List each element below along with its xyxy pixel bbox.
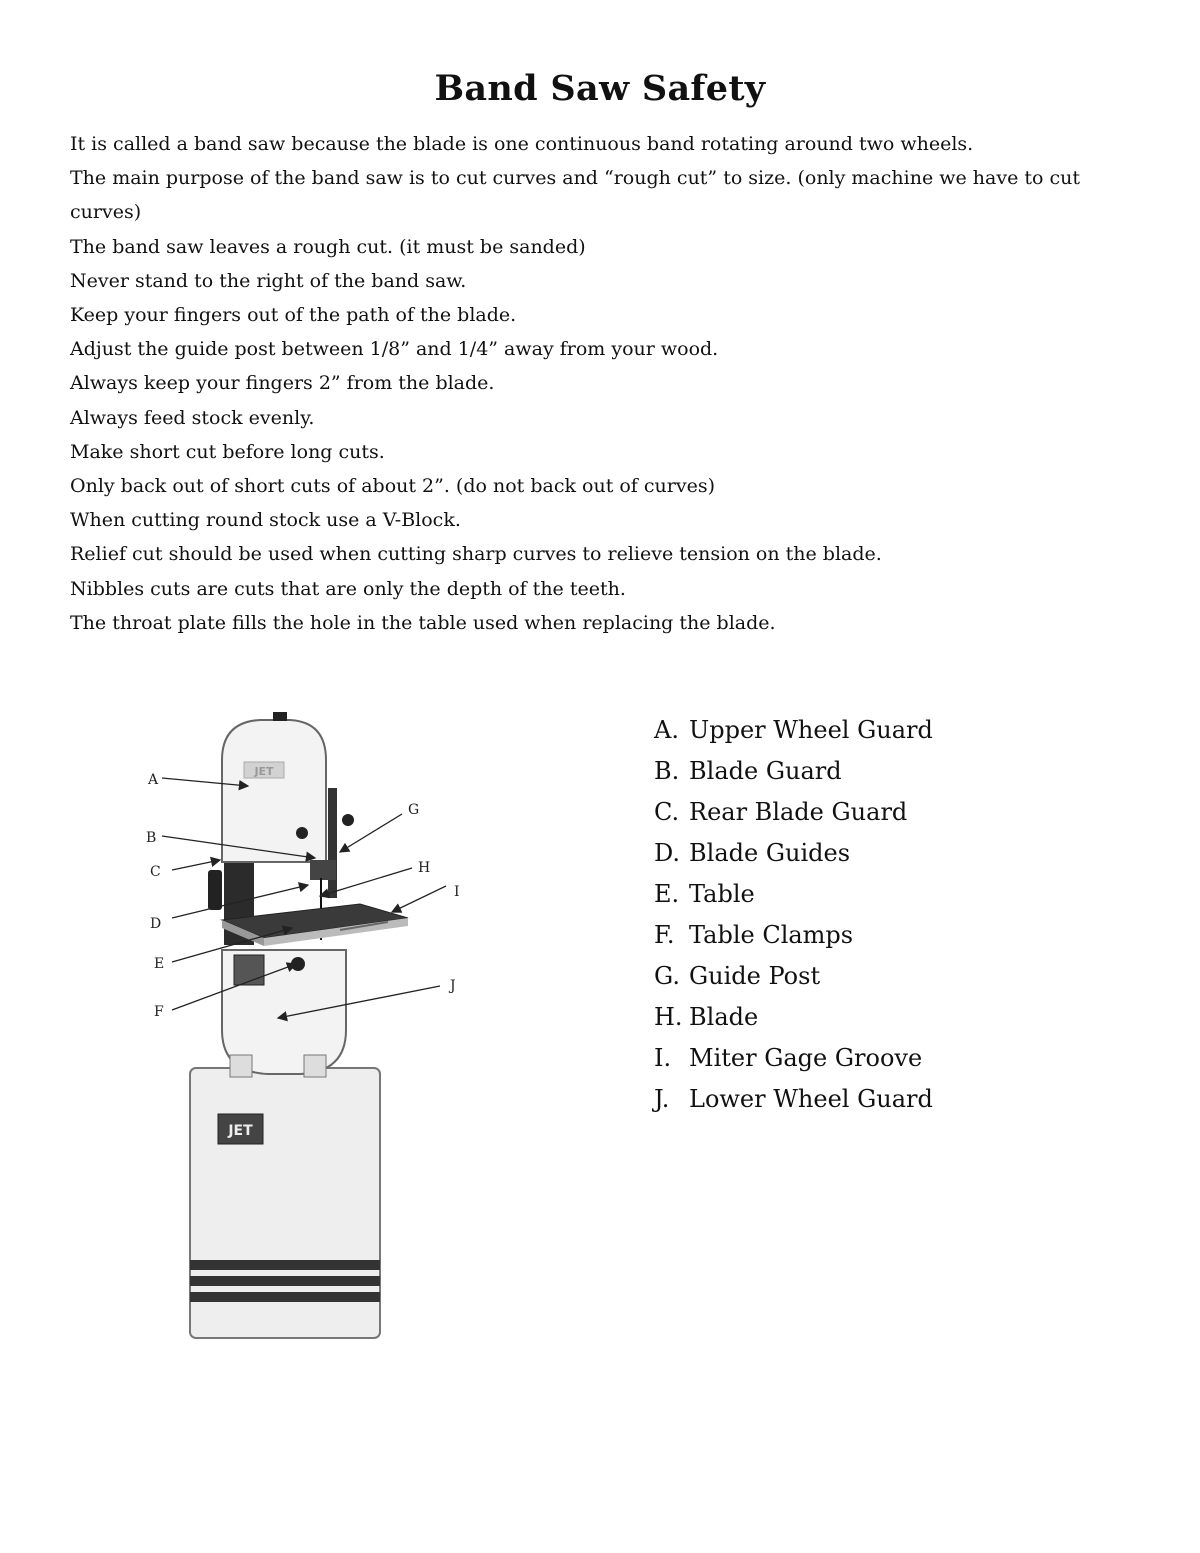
- part-letter: C.: [654, 798, 680, 826]
- list-item: [654, 710, 933, 751]
- list-item: [654, 915, 933, 956]
- list-item: [654, 833, 933, 874]
- callout-d: D: [150, 916, 162, 932]
- part-letter: H.: [654, 1003, 683, 1031]
- part-name: Table Clamps: [689, 921, 854, 949]
- part-name: Table: [689, 880, 755, 908]
- rule-line: The band saw leaves a rough cut. (it must be sanded): [70, 235, 586, 258]
- rule-line: The main purpose of the band saw is to cut curves and “rough cut” to size. (only machine we have to cut curves): [70, 167, 1080, 224]
- rule-line: Never stand to the right of the band saw.: [70, 269, 467, 292]
- jet-logo-upper: JET: [254, 765, 274, 778]
- cabinet-base: [190, 1068, 380, 1338]
- part-name: Rear Blade Guard: [689, 798, 908, 826]
- part-name: Lower Wheel Guard: [689, 1085, 933, 1113]
- rule-line: When cutting round stock use a V-Block.: [70, 509, 461, 532]
- part-name: Blade Guides: [689, 839, 851, 867]
- parts-list: [654, 710, 933, 1120]
- part-letter: E.: [654, 880, 680, 908]
- list-item: [654, 997, 933, 1038]
- part-name: Guide Post: [689, 962, 821, 990]
- rule-line: Relief cut should be used when cutting sharp curves to relieve tension on the blade.: [70, 543, 882, 566]
- callout-i: I: [454, 884, 460, 900]
- page-title: Band Saw Safety: [434, 68, 766, 109]
- upper-wheel-guard: [222, 712, 326, 862]
- callout-j: J: [450, 978, 456, 994]
- part-name: Blade: [689, 1003, 759, 1031]
- rule-line: Keep your fingers out of the path of the blade.: [70, 304, 517, 327]
- callout-b: B: [146, 830, 157, 846]
- callout-g: G: [408, 802, 420, 818]
- callout-f: F: [154, 1004, 164, 1020]
- callout-e: E: [154, 956, 165, 972]
- safety-rules: [70, 127, 1130, 640]
- band-saw-illustration: [140, 700, 490, 1350]
- callout-h: H: [418, 860, 431, 876]
- rule-line: Adjust the guide post between 1/8” and 1/4” away from your wood.: [70, 338, 719, 361]
- part-letter: J.: [654, 1085, 670, 1113]
- band-saw-figure: [140, 700, 490, 1350]
- rule-line: Only back out of short cuts of about 2”. (do not back out of curves): [70, 475, 715, 498]
- part-name: Upper Wheel Guard: [689, 716, 933, 744]
- list-item: [654, 1079, 933, 1120]
- rule-line: Always keep your fingers 2” from the blade.: [70, 372, 495, 395]
- list-item: [654, 1038, 933, 1079]
- part-letter: F.: [654, 921, 675, 949]
- part-letter: A.: [654, 716, 679, 744]
- part-name: Blade Guard: [689, 757, 842, 785]
- list-item: [654, 874, 933, 915]
- list-item: [654, 956, 933, 997]
- list-item: [654, 751, 933, 792]
- part-letter: B.: [654, 757, 680, 785]
- callout-a: A: [148, 772, 159, 788]
- part-letter: I.: [654, 1044, 672, 1072]
- rule-line: Always feed stock evenly.: [70, 406, 315, 429]
- callout-c: C: [150, 864, 161, 880]
- part-letter: G.: [654, 962, 680, 990]
- rule-line: Nibbles cuts are cuts that are only the depth of the teeth.: [70, 577, 626, 600]
- rule-line: Make short cut before long cuts.: [70, 440, 385, 463]
- part-letter: D.: [654, 839, 681, 867]
- list-item: [654, 792, 933, 833]
- jet-logo-base: JET: [228, 1123, 253, 1139]
- rule-line: It is called a band saw because the blade is one continuous band rotating around two wheels.: [70, 133, 974, 155]
- rule-line: The throat plate fills the hole in the table used when replacing the blade.: [70, 611, 776, 634]
- part-name: Miter Gage Groove: [689, 1044, 923, 1072]
